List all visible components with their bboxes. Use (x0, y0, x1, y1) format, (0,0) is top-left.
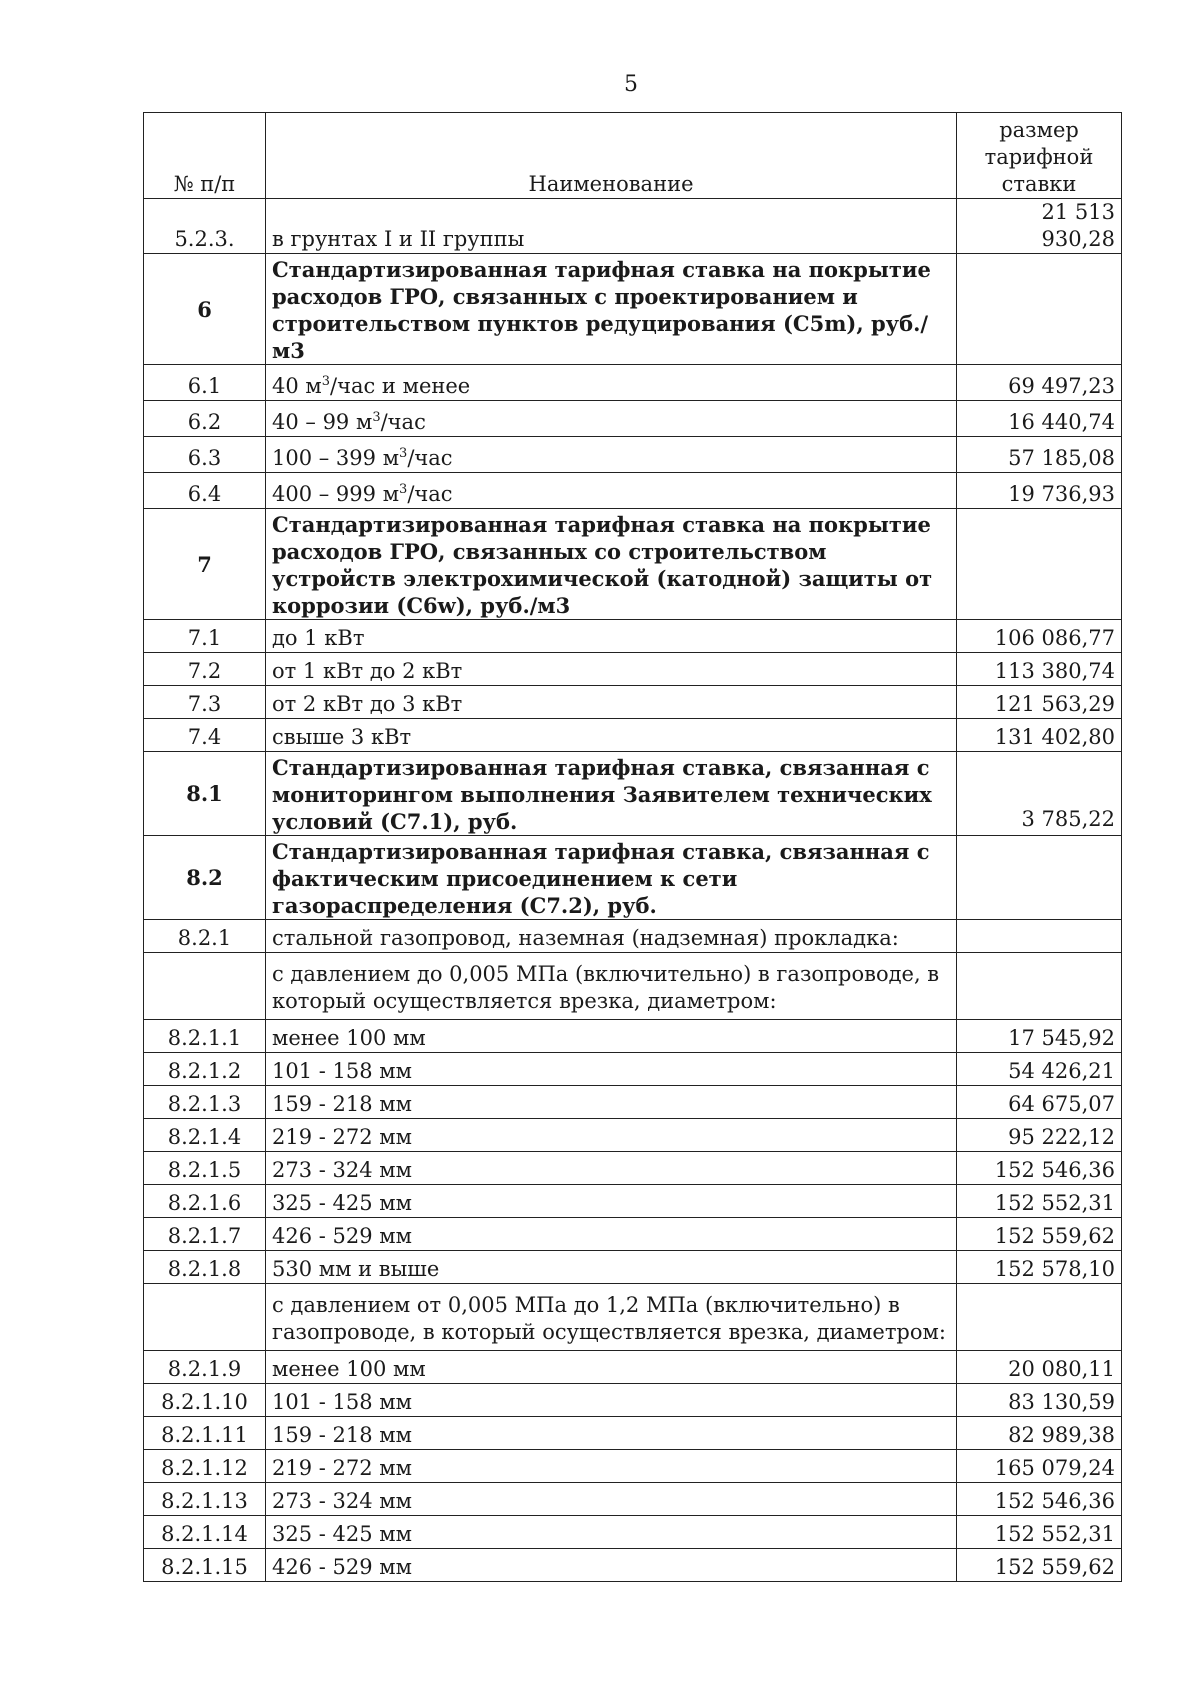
row-value: 64 675,07 (957, 1086, 1122, 1119)
row-value: 152 578,10 (957, 1251, 1122, 1284)
row-value: 83 130,59 (957, 1384, 1122, 1417)
table-row (144, 473, 1122, 509)
row-number: 8.2.1.12 (144, 1450, 266, 1483)
row-name-text: 40 м (272, 374, 322, 398)
header-value-line: ставки (1001, 172, 1077, 196)
row-value: 152 546,36 (957, 1483, 1122, 1516)
row-name-text: 100 – 399 м (272, 446, 400, 470)
table-row (144, 1119, 1122, 1152)
row-name: менее 100 мм (266, 1351, 957, 1384)
row-value (957, 254, 1122, 365)
row-name: 219 - 272 мм (266, 1450, 957, 1483)
header-name: Наименование (266, 113, 957, 199)
row-name: менее 100 мм (266, 1020, 957, 1053)
row-name: 159 - 218 мм (266, 1417, 957, 1450)
row-number: 8.2.1.6 (144, 1185, 266, 1218)
table-row (144, 1185, 1122, 1218)
header-value (957, 113, 1122, 199)
row-value: 113 380,74 (957, 653, 1122, 686)
superscript: 3 (372, 410, 381, 425)
row-name: стальной газопровод, наземная (надземная) прокладка: (266, 920, 957, 953)
table-row (144, 401, 1122, 437)
row-name: 530 мм и выше (266, 1251, 957, 1284)
row-name-text: /час и менее (330, 374, 471, 398)
row-value: 82 989,38 (957, 1417, 1122, 1450)
row-number: 8.2.1.5 (144, 1152, 266, 1185)
table-row (144, 1549, 1122, 1582)
row-value: 121 563,29 (957, 686, 1122, 719)
row-number: 8.2.1.7 (144, 1218, 266, 1251)
row-name (266, 437, 957, 473)
table-row (144, 1417, 1122, 1450)
row-name: 273 - 324 мм (266, 1152, 957, 1185)
table-row (144, 1020, 1122, 1053)
row-name (266, 473, 957, 509)
row-name: 325 - 425 мм (266, 1516, 957, 1549)
row-name-text: /час (380, 410, 426, 434)
row-number: 8.2.1.2 (144, 1053, 266, 1086)
row-name-text: /час (407, 482, 453, 506)
row-name: 273 - 324 мм (266, 1483, 957, 1516)
table-row (144, 1053, 1122, 1086)
row-name-text: 400 – 999 м (272, 482, 400, 506)
row-value (957, 920, 1122, 953)
page-number: 5 (624, 72, 638, 97)
table-row (144, 620, 1122, 653)
row-value: 152 559,62 (957, 1549, 1122, 1582)
row-value: 165 079,24 (957, 1450, 1122, 1483)
row-number: 8.2.1.3 (144, 1086, 266, 1119)
row-name: 426 - 529 мм (266, 1218, 957, 1251)
row-name (266, 401, 957, 437)
table-header-row (144, 113, 1122, 199)
section-row (144, 509, 1122, 620)
row-number: 7.4 (144, 719, 266, 752)
row-number: 8.2.1.15 (144, 1549, 266, 1582)
row-value: 16 440,74 (957, 401, 1122, 437)
row-number: 8.2 (144, 836, 266, 920)
row-number: 8.2.1.14 (144, 1516, 266, 1549)
row-name: 159 - 218 мм (266, 1086, 957, 1119)
row-number: 7.1 (144, 620, 266, 653)
row-value: 20 080,11 (957, 1351, 1122, 1384)
row-value (957, 836, 1122, 920)
tariff-table (143, 112, 1122, 1582)
row-number (144, 1284, 266, 1351)
row-value: 152 546,36 (957, 1152, 1122, 1185)
row-name: 325 - 425 мм (266, 1185, 957, 1218)
row-value: 17 545,92 (957, 1020, 1122, 1053)
table-row (144, 1483, 1122, 1516)
row-name: 219 - 272 мм (266, 1119, 957, 1152)
row-number: 8.1 (144, 752, 266, 836)
row-number: 8.2.1.1 (144, 1020, 266, 1053)
row-name: Стандартизированная тарифная ставка на покрытие расходов ГРО, связанных со строительством устройств электрохимической (катодной) защиты от коррозии (С6w), руб./м3 (266, 509, 957, 620)
row-number: 8.2.1.4 (144, 1119, 266, 1152)
table-row (144, 1516, 1122, 1549)
row-name: в грунтах I и II группы (266, 199, 957, 254)
row-number (144, 953, 266, 1020)
row-number: 6.2 (144, 401, 266, 437)
row-name: до 1 кВт (266, 620, 957, 653)
row-value: 54 426,21 (957, 1053, 1122, 1086)
row-name (266, 365, 957, 401)
table-row (144, 437, 1122, 473)
table-row (144, 719, 1122, 752)
section-row (144, 836, 1122, 920)
row-value: 152 552,31 (957, 1185, 1122, 1218)
table-row (144, 653, 1122, 686)
row-value: 131 402,80 (957, 719, 1122, 752)
table-row (144, 920, 1122, 953)
section-row (144, 254, 1122, 365)
row-number: 7.3 (144, 686, 266, 719)
row-number: 6 (144, 254, 266, 365)
row-name: с давлением до 0,005 МПа (включительно) в газопроводе, в который осуществляется врезка, диаметром: (266, 953, 957, 1020)
row-name: 426 - 529 мм (266, 1549, 957, 1582)
row-name: Стандартизированная тарифная ставка на покрытие расходов ГРО, связанных с проектированием и строительством пунктов редуцирования (С5m), руб./м3 (266, 254, 957, 365)
row-name: свыше 3 кВт (266, 719, 957, 752)
row-name: Стандартизированная тарифная ставка, связанная с мониторингом выполнения Заявителем технических условий (С7.1), руб. (266, 752, 957, 836)
row-value (957, 1284, 1122, 1351)
row-value: 21 513 930,28 (957, 199, 1122, 254)
row-number: 8.2.1.9 (144, 1351, 266, 1384)
row-number: 6.3 (144, 437, 266, 473)
row-name: от 2 кВт до 3 кВт (266, 686, 957, 719)
row-number: 8.2.1.11 (144, 1417, 266, 1450)
superscript: 3 (399, 482, 408, 497)
row-number: 8.2.1 (144, 920, 266, 953)
row-value: 152 559,62 (957, 1218, 1122, 1251)
row-number: 6.1 (144, 365, 266, 401)
row-value (957, 953, 1122, 1020)
row-name-text: /час (407, 446, 453, 470)
table-row (144, 1384, 1122, 1417)
header-value-line: размер (999, 118, 1079, 142)
section-row (144, 752, 1122, 836)
row-number: 6.4 (144, 473, 266, 509)
row-value: 57 185,08 (957, 437, 1122, 473)
row-value: 19 736,93 (957, 473, 1122, 509)
row-value (957, 509, 1122, 620)
header-number: № п/п (144, 113, 266, 199)
row-number: 7.2 (144, 653, 266, 686)
row-value: 95 222,12 (957, 1119, 1122, 1152)
subheading-row (144, 953, 1122, 1020)
row-number: 5.2.3. (144, 199, 266, 254)
row-number: 8.2.1.8 (144, 1251, 266, 1284)
row-name-text: 40 – 99 м (272, 410, 373, 434)
row-number: 8.2.1.10 (144, 1384, 266, 1417)
row-number: 7 (144, 509, 266, 620)
row-value: 3 785,22 (957, 752, 1122, 836)
table-row (144, 1251, 1122, 1284)
table-row (144, 1218, 1122, 1251)
row-name: Стандартизированная тарифная ставка, связанная с фактическим присоединением к сети газораспределения (С7.2), руб. (266, 836, 957, 920)
row-name: 101 - 158 мм (266, 1384, 957, 1417)
row-name: 101 - 158 мм (266, 1053, 957, 1086)
row-value: 106 086,77 (957, 620, 1122, 653)
table-row (144, 1450, 1122, 1483)
row-name: с давлением от 0,005 МПа до 1,2 МПа (включительно) в газопроводе, в который осуществляется врезка, диаметром: (266, 1284, 957, 1351)
header-value-line: тарифной (984, 145, 1094, 169)
row-name: от 1 кВт до 2 кВт (266, 653, 957, 686)
row-number: 8.2.1.13 (144, 1483, 266, 1516)
superscript: 3 (399, 446, 408, 461)
superscript: 3 (321, 374, 331, 389)
table-body (144, 199, 1122, 1582)
subheading-row (144, 1284, 1122, 1351)
table-row (144, 1351, 1122, 1384)
table-row (144, 1152, 1122, 1185)
table-row (144, 199, 1122, 254)
table-row (144, 1086, 1122, 1119)
table-row (144, 686, 1122, 719)
row-value: 69 497,23 (957, 365, 1122, 401)
row-value: 152 552,31 (957, 1516, 1122, 1549)
table-row (144, 365, 1122, 401)
